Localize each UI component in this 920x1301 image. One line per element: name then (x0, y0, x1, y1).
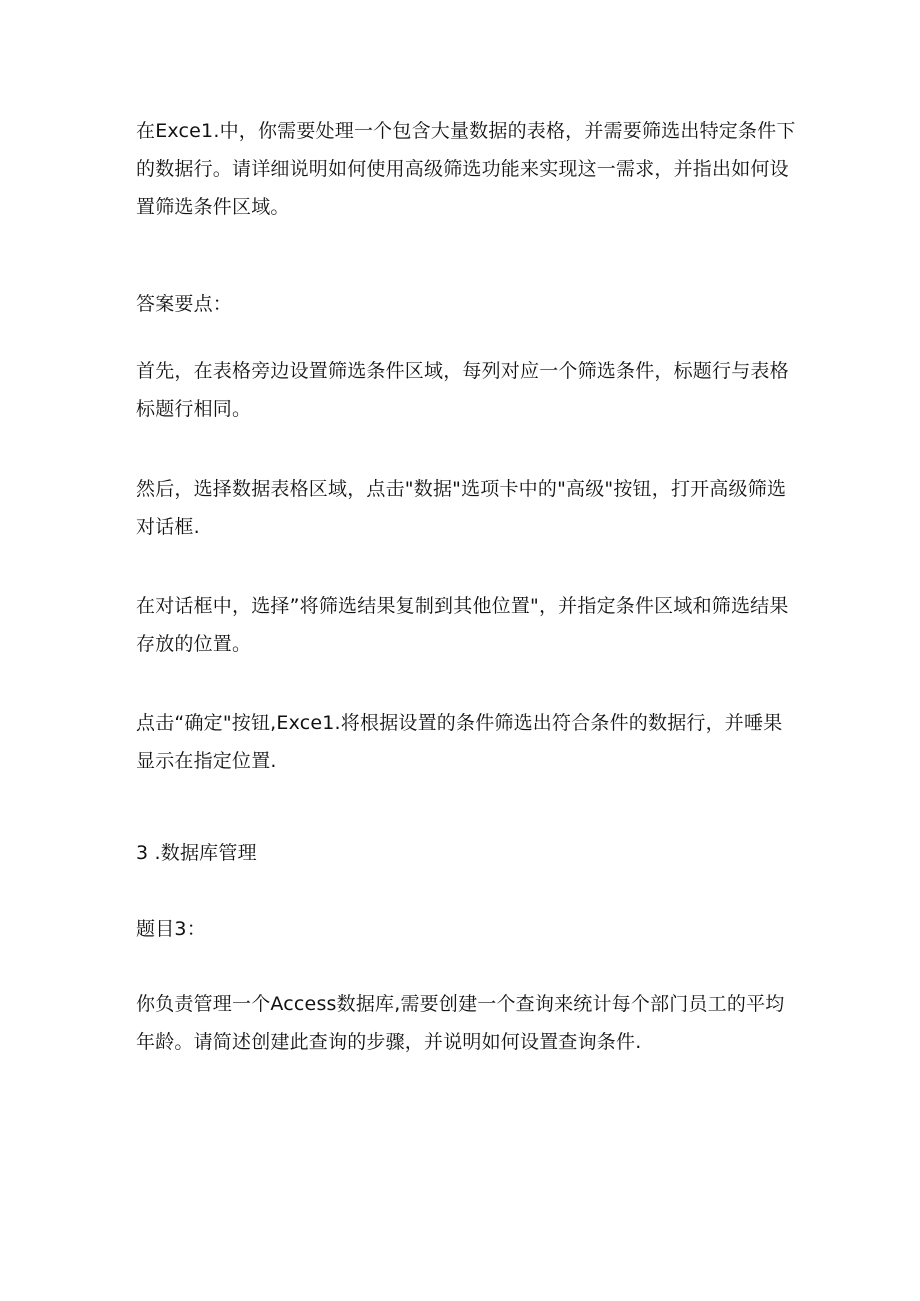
answer-step-2: 然后，选择数据表格区域，点击"数据"选项卡中的"高级"按钮，打开高级筛选对话框. (136, 478, 787, 538)
question-excel-advanced-filter: 在Exce1.中，你需要处理一个包含大量数据的表格，并需要筛选出特定条件下的数据行。请详细说明如何使用高级筛选功能来实现这一需求，并指出如何设置筛选条件区域。 (136, 120, 796, 218)
answer-points-heading: 答案要点： (136, 293, 233, 315)
question-number: 题目3： (136, 918, 206, 940)
answer-step-1: 首先，在表格旁边设置筛选条件区域，每列对应一个筛选条件，标题行与表格标题行相同。 (136, 360, 789, 420)
answer-step-4: 点击“确定"按钮,Exce1.将根据设置的条件筛选出符合条件的数据行，并唾果显示在指定位置. (136, 712, 783, 772)
answer-step-3: 在对话框中，选择”将筛选结果复制到其他位置"，并指定条件区域和筛选结果存放的位置。 (136, 595, 789, 655)
question-access-query: 你负责管理一个Access数据库,需要创建一个查询来统计每个部门员工的平均年龄。请简述创建此查询的步骤，并说明如何设置查询条件. (136, 993, 785, 1053)
section-heading-database: 3 .数据库管理 (136, 842, 257, 864)
